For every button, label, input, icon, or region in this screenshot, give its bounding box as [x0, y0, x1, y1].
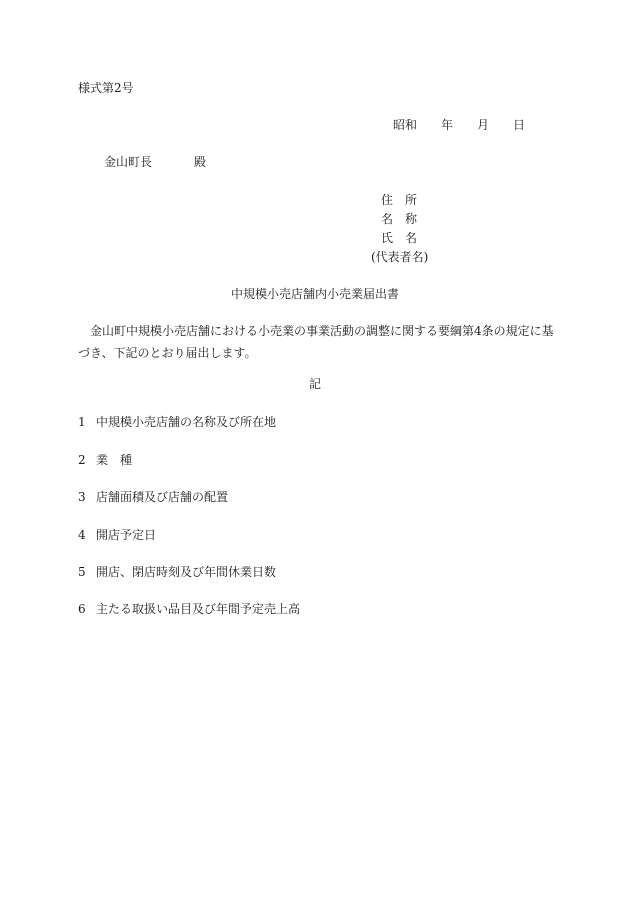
addressee	[104, 156, 206, 168]
list-item-text: 中規模小売店舗の名称及び所在地	[96, 415, 277, 429]
addressee-honorific: 殿	[194, 155, 207, 169]
applicant-person-label	[371, 232, 428, 251]
applicant-person-char-1: 氏	[381, 231, 394, 245]
date-day-label: 日	[513, 118, 526, 132]
applicant-representative-label: (代表者名)	[371, 250, 429, 264]
applicant-name-char-1: 名	[381, 212, 394, 226]
ki-label: 記	[308, 377, 321, 391]
list-item	[78, 603, 300, 615]
addressee-name: 金山町長	[104, 155, 153, 169]
list-item-number: 6	[78, 602, 86, 616]
applicant-address-char-2: 所	[405, 193, 418, 207]
list-item-number: 3	[78, 490, 86, 504]
applicant-name-char-2: 称	[405, 212, 418, 226]
date-line	[393, 119, 525, 131]
list-item-number: 4	[78, 528, 86, 542]
list-item-text: 主たる取扱い品目及び年間予定売上高	[96, 602, 301, 616]
list-item	[78, 416, 276, 428]
list-item-number: 5	[78, 565, 86, 579]
document-title: 中規模小売店舗内小売業届出書	[230, 287, 399, 301]
date-year-label: 年	[441, 118, 454, 132]
form-number: 様式第2号	[78, 81, 134, 95]
list-item	[78, 566, 276, 578]
applicant-address-label	[371, 194, 428, 213]
applicant-person-char-2: 名	[405, 231, 418, 245]
applicant-address-char-1: 住	[381, 193, 394, 207]
list-item-text: 店舗面積及び店舗の配置	[96, 490, 229, 504]
list-item-text: 開店予定日	[96, 528, 157, 542]
date-month-label: 月	[477, 118, 490, 132]
applicant-block	[371, 194, 428, 270]
body-paragraph: 金山町中規模小売店舗における小売業の事業活動の調整に関する要綱第4条の規定に基づき、下記のとおり届出します。	[78, 324, 554, 360]
list-item	[78, 454, 132, 466]
date-era: 昭和	[393, 118, 418, 132]
list-item-number: 1	[78, 415, 86, 429]
applicant-name-label	[371, 213, 428, 232]
list-item-text: 業 種	[96, 453, 133, 467]
list-item	[78, 529, 156, 541]
list-item-number: 2	[78, 453, 86, 467]
list-item-text: 開店、閉店時刻及び年間休業日数	[96, 565, 277, 579]
list-item	[78, 491, 228, 503]
